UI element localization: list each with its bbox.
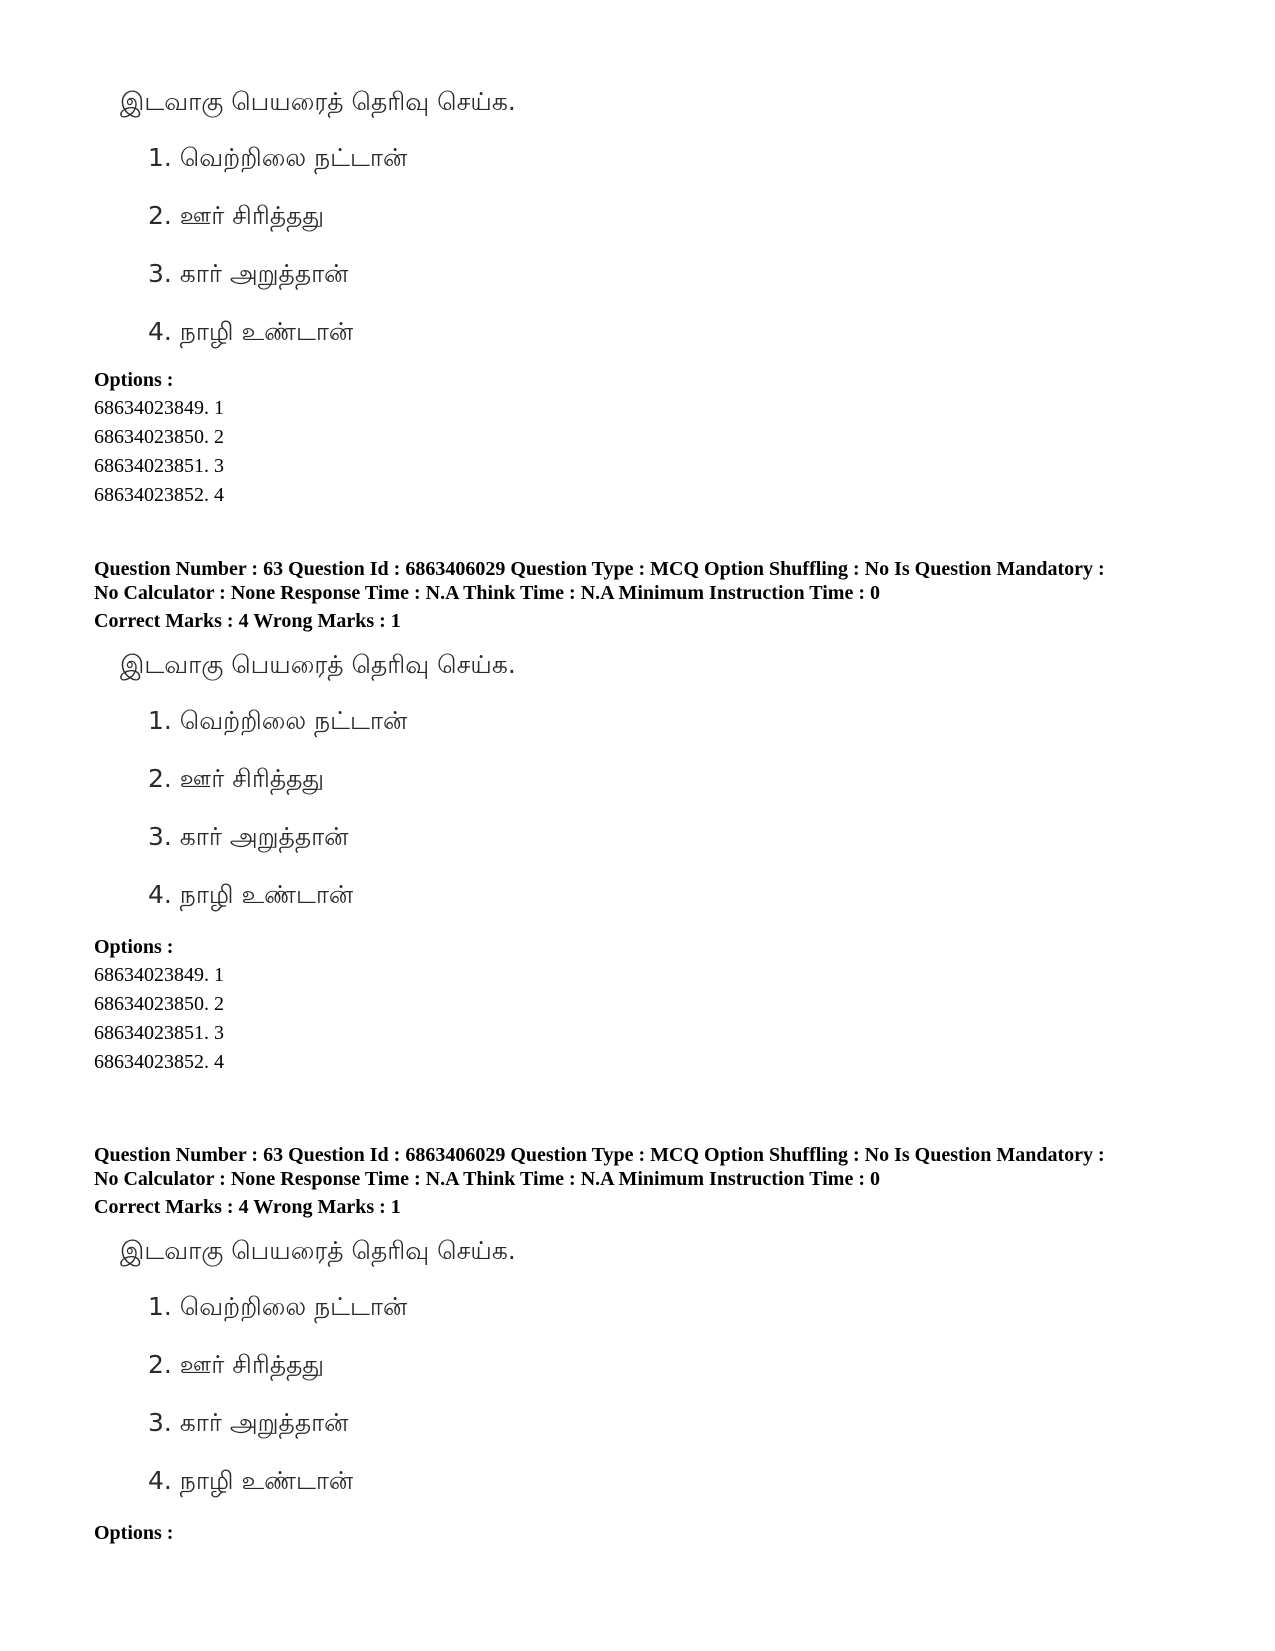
question-meta-line-1: Question Number : 63 Question Id : 6863406029 Question Type : MCQ Option Shuffling : No Is Question Mandatory : <box>94 558 1105 580</box>
question-block-3 <box>94 1143 1214 1547</box>
option-3: 68634023851. 3 <box>94 1022 224 1044</box>
question-block-1 <box>94 80 1214 510</box>
question-item-2: 2. ஊர் சிரித்தது <box>148 1350 325 1379</box>
question-prompt: இடவாகு பெயரைத் தெரிவு செய்க. <box>120 87 516 116</box>
question-marks: Correct Marks : 4 Wrong Marks : 1 <box>94 1196 401 1218</box>
question-block-2 <box>94 557 1214 1077</box>
option-3: 68634023851. 3 <box>94 455 224 477</box>
options-label: Options : <box>94 1522 174 1544</box>
options-label: Options : <box>94 936 174 958</box>
options-label: Options : <box>94 369 174 391</box>
question-item-3: 3. கார் அறுத்தான் <box>148 259 349 288</box>
option-4: 68634023852. 4 <box>94 1051 224 1073</box>
question-image <box>94 1219 1214 1519</box>
question-prompt: இடவாகு பெயரைத் தெரிவு செய்க. <box>120 650 516 679</box>
question-item-1: 1. வெற்றிலை நட்டான் <box>148 706 408 735</box>
question-meta-line-2: No Calculator : None Response Time : N.A Think Time : N.A Minimum Instruction Time : 0 <box>94 582 880 604</box>
question-meta-line-2: No Calculator : None Response Time : N.A Think Time : N.A Minimum Instruction Time : 0 <box>94 1168 880 1190</box>
question-item-2: 2. ஊர் சிரித்தது <box>148 201 325 230</box>
question-item-1: 1. வெற்றிலை நட்டான் <box>148 143 408 172</box>
question-item-4: 4. நாழி உண்டான் <box>148 880 354 909</box>
question-image <box>94 80 1214 366</box>
question-marks: Correct Marks : 4 Wrong Marks : 1 <box>94 610 401 632</box>
option-2: 68634023850. 2 <box>94 993 224 1015</box>
option-2: 68634023850. 2 <box>94 426 224 448</box>
question-item-3: 3. கார் அறுத்தான் <box>148 1408 349 1437</box>
question-item-1: 1. வெற்றிலை நட்டான் <box>148 1292 408 1321</box>
question-item-4: 4. நாழி உண்டான் <box>148 1466 354 1495</box>
question-item-4: 4. நாழி உண்டான் <box>148 317 354 346</box>
question-prompt: இடவாகு பெயரைத் தெரிவு செய்க. <box>120 1236 516 1265</box>
question-item-3: 3. கார் அறுத்தான் <box>148 822 349 851</box>
option-1: 68634023849. 1 <box>94 964 224 986</box>
question-item-2: 2. ஊர் சிரித்தது <box>148 764 325 793</box>
question-image <box>94 633 1214 933</box>
question-meta-line-1: Question Number : 63 Question Id : 6863406029 Question Type : MCQ Option Shuffling : No Is Question Mandatory : <box>94 1144 1105 1166</box>
option-1: 68634023849. 1 <box>94 397 224 419</box>
option-4: 68634023852. 4 <box>94 484 224 506</box>
